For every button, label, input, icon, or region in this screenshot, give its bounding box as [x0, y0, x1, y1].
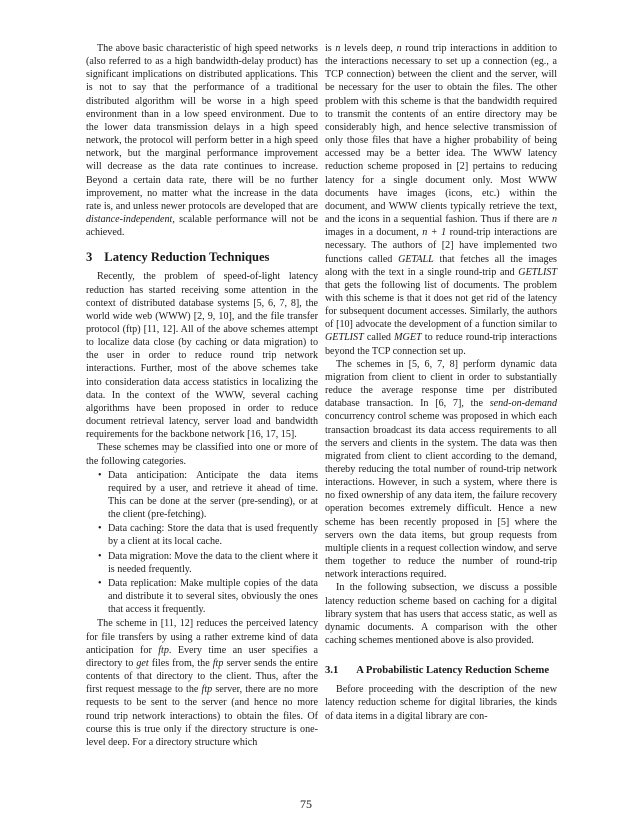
right-column: [325, 42, 557, 723]
page-number: 75: [300, 797, 312, 811]
paragraph-digital-library: Before proceeding with the description of the new latency reduction scheme for digital libraries, the kinds of data items in a digital library are con-: [325, 684, 557, 722]
emphasis-ftp: ftp: [158, 644, 169, 656]
text-run: . Every time an user specifies a directory to: [86, 644, 319, 669]
emphasis-send-on-demand: send-on-demand: [489, 398, 557, 410]
emphasis-ftp: ftp: [201, 684, 213, 696]
text-run: to reduce round-trip interactions beyond the TCP connection set up.: [325, 332, 557, 357]
function-name-getlist: GETLIST: [325, 332, 364, 344]
emphasis-get: get: [136, 657, 149, 669]
text-run: server, there are no more requests to be sent to the server (and hence no more round trip network interactions) to obtain the files. Of course this is true only if the directory structure is one-level deep. For a directory structure which: [86, 684, 318, 748]
paragraph-directory-depth: [325, 42, 557, 358]
section-heading: [86, 250, 318, 265]
text-run: round-trip interactions are necessary. The authors of [2] have implemented two functions called: [325, 227, 557, 265]
list-item: • Data migration: Move the data to the client where it is needed frequently.: [98, 550, 318, 576]
section-number: 3: [86, 250, 93, 265]
paragraph-following-subsection: In the following subsection, we discuss a possible latency reduction scheme based on caching for a digital library system that has users that access static, as well as dynamic documents. A comparison with the other caching schemes mentioned above is also provided.: [325, 582, 557, 647]
subsection-heading: [325, 664, 557, 677]
text-run: , scalable performance will not be achieved.: [86, 214, 318, 239]
text-run: files from, the: [148, 657, 213, 669]
emphasis-distance-independent: distance-independent: [86, 214, 173, 226]
paragraph-categories-intro: These schemes may be classified into one or more of the following categories.: [86, 442, 318, 467]
text-run: The schemes in [5, 6, 7, 8] perform dynamic data migration from client to client in order to substantially reduce the average response time per distributed database transaction. In [6, 7], the: [325, 358, 557, 410]
math-variable: n: [551, 214, 557, 226]
text-run: that fetches all the images along with the text in a single round-trip and: [325, 253, 557, 278]
math-variable: n: [396, 43, 402, 54]
paragraph-bandwidth-delay: [86, 42, 318, 239]
text-run: that gets the following list of documents. The problem with this scheme is that it does not get rid of the latency for subsequent document accesses. Similarly, the authors of [10] advocate the development of a function similar to: [325, 279, 557, 331]
left-column: [86, 42, 318, 749]
emphasis-ftp: ftp: [212, 657, 224, 669]
text-run: server sends the entire contents of that directory to the client. Thus, after the first request message to the: [86, 657, 318, 696]
text-run: called: [363, 332, 395, 344]
function-name-getall: GETALL: [398, 253, 434, 265]
subsection-number: 3.1: [325, 665, 339, 677]
function-name-getlist: GETLIST: [518, 266, 557, 278]
math-expression: n + 1: [422, 227, 447, 239]
text-run: The scheme in [11, 12] reduces the perceived latency for file transfers by using a rather extreme kind of data anticipation for: [86, 618, 318, 656]
text-run: levels deep,: [340, 43, 397, 54]
paragraph-ftp-scheme: [86, 617, 318, 749]
math-variable: n: [335, 43, 341, 54]
text-run: concurrency control scheme was proposed in which each transaction broadcast its data access requirements to all the servers and clients in the system. The data was then migrated from client to client according to the demand, thereby reducing the total number of round-trip network interactions. However, in such a system, where there is no fixed ownership of any data item, the failure recovery operation becomes extremely difficult. Hence a new scheme has been recently proposed in [5] where the servers own the data items, but group requests from multiple clients in a request collection window, and serve them together to reduce the number of round-trip network interactions required.: [325, 411, 557, 581]
text-run: round trip interactions in addition to the interactions necessary to set up a connection (eg., a TCP connection) between the client and the server, will be necessary for the user to obtain the files. The other problem with this scheme is that the bandwidth required to transmit the contents of an entire directory may be considerably high, and hence selective transmission of only those files that have a higher probability of being accessed may be a better idea. The WWW latency reduction scheme proposed in [2] pertains to reducing latency for a single document only. Most WWW documents have images (icons, etc.) within the document, and WWW clients typically retrieve the text, and the icons in a sequential fashion. Thus if there are: [325, 43, 558, 226]
list-item: • Data caching: Store the data that is used frequently by a client at its local cache.: [98, 522, 318, 548]
subsection-title: A Probabilistic Latency Reduction Scheme: [356, 665, 550, 677]
category-list: [86, 469, 318, 617]
paragraph-recent-work: Recently, the problem of speed-of-light latency reduction has started receiving some attention in the context of distributed database systems [5, 6, 7, 8], the world wide web (WWW) [2, 9, 10], and the file transfer protocol (ftp) [11, 12]. All of the above schemes attempt to localize data close (by caching or data migration) to the user in order to reduce round trip network interactions. Further, most of the above schemes take into consideration data access statistics in localizing the data. In the context of the WWW, several caching algorithms have been proposed in order to reduce document retrieval latency, server load and bandwidth requirements for the backbone network [16, 17, 15].: [86, 271, 318, 441]
function-name-mget: MGET: [394, 332, 422, 344]
text-run: The above basic characteristic of high speed networks (also referred to as a high bandwidth-delay product) has significant implications on distributed applications. This is not to say that the performance of a traditional distributed algorithm will be worse in a high speed environment than in a low speed environment. Due to the lower data transmission delays in a high speed network, the protocol will perform better in a high speed network, but the marginal performance improvement will decrease as the data rate continues to increase. Beyond a certain data rate, there will be no further improvement, no matter what the increase in the data rate is, and unless newer protocols are developed that are: [86, 43, 318, 212]
section-title: Latency Reduction Techniques: [104, 250, 270, 265]
list-item: • Data anticipation: Anticipate the data items required by a user, and retrieve it ahead of time. This can be done at the server (pre-sending), or at the client (pre-fetching).: [98, 469, 318, 522]
text-run: images in a document,: [325, 227, 423, 239]
list-item: • Data replication: Make multiple copies of the data and distribute it to several sites, obviously the ones that access it frequently.: [98, 577, 318, 616]
text-run: is: [325, 43, 336, 54]
paragraph-data-migration: [325, 358, 557, 582]
